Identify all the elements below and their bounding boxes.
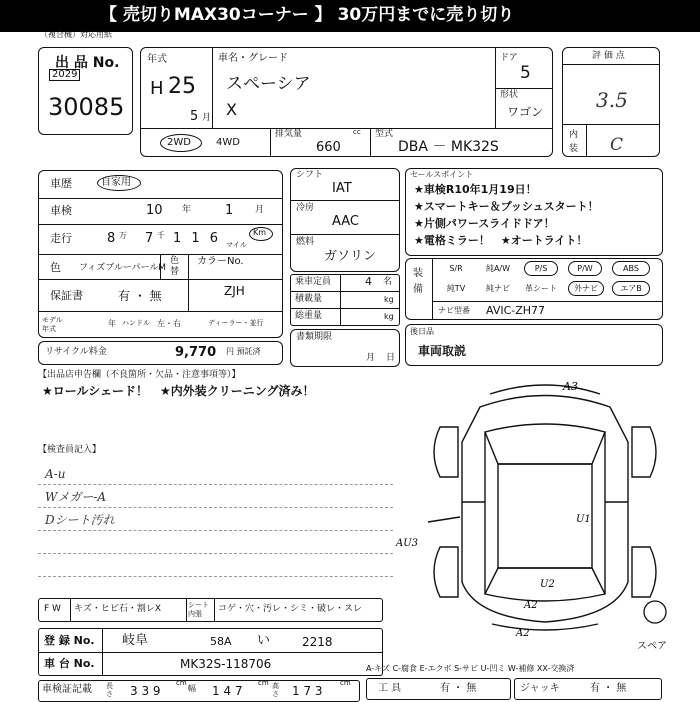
doc-unit2: 日 (386, 353, 396, 363)
reg-number: 2218 (302, 635, 333, 649)
doc-label: 書類期限 (296, 332, 333, 342)
inspection-year: 10 (146, 203, 163, 218)
spare-label: スペア (637, 641, 667, 652)
month-unit: 月 (202, 113, 212, 123)
score-value: 3.5 (596, 88, 628, 112)
inspector-line-2: Wメガー-A (45, 490, 107, 504)
interior-value: C (610, 135, 624, 155)
reg-place: 岐阜 (122, 633, 149, 648)
mark-a3: A3 (563, 380, 578, 393)
lot-number: 30085 (48, 93, 125, 121)
seat-label: シート内張 (188, 601, 209, 618)
handle-label: ハンドル (122, 319, 150, 327)
fuel-label: 燃料 (296, 237, 315, 247)
front-right-wheel (632, 427, 656, 477)
equip-navi: 純ナビ (486, 284, 510, 293)
mileage-man: 8 (107, 231, 116, 246)
inspector-header: 【検査員記入】 (38, 445, 102, 455)
equip-leather: 革シート (525, 284, 557, 293)
equip-airbag: エアB (612, 281, 650, 296)
shift-value: IAT (332, 181, 352, 196)
displacement-value: 660 (316, 140, 341, 155)
reg-label: 登 録 No. (44, 634, 95, 647)
damage-pointer (428, 517, 460, 522)
inspection-label: 車検 (50, 204, 72, 217)
load-label: 積載量 (295, 294, 323, 304)
warranty-value: 有 ・ 無 (118, 289, 162, 303)
year-label: 年式 (147, 54, 167, 65)
recycle-unit: 円 預託済 (226, 347, 261, 356)
displacement-unit: cc (353, 128, 361, 136)
mileage-km: Km (253, 228, 267, 237)
sales-item-4: ★電格ミラー！ ★オートライト！ (414, 234, 588, 247)
reg-class: 58A (210, 635, 232, 648)
ac-label: 冷房 (296, 203, 315, 213)
equip-abs: ABS (612, 261, 650, 276)
mileage-sen: 7 (145, 231, 154, 246)
inspection-month-unit: 月 (255, 205, 265, 215)
navi-value: AVIC-ZH77 (486, 304, 546, 317)
reg-kana: い (257, 633, 271, 648)
height-value: 1 7 3 (292, 684, 323, 698)
year-value: 25 (168, 74, 196, 99)
lot-label: 出 品 No. (55, 55, 120, 71)
chassis-value: MK32S-118706 (180, 657, 272, 671)
model-year-label: モデル年式 (42, 316, 63, 333)
mark-u2: U2 (540, 579, 555, 590)
fw-text: キズ・ヒビ石・割レX (74, 604, 161, 614)
rear-left-wheel (434, 547, 458, 597)
load-unit: kg (384, 295, 394, 304)
width-value: 1 4 7 (212, 684, 243, 698)
sales-item-1: ★車検R10年1月19日！ (414, 183, 537, 196)
equip-ps: P/S (524, 261, 558, 276)
sales-item-2: ★スマートキー＆プッシュスタート！ (414, 200, 599, 213)
model-label: 型式 (375, 129, 394, 139)
mark-a2-bottom: A2 (516, 628, 530, 639)
mileage-man-unit: 万 (119, 231, 127, 240)
width-label: 幅 (188, 684, 196, 693)
drive-2wd: 2WD (167, 137, 191, 148)
small-note: （複合機）対応用紙 (40, 30, 112, 39)
mileage-sen-unit: 千 (157, 231, 165, 240)
car-diagram (396, 372, 690, 640)
seat-text: コゲ・穴・汚レ・シミ・破レ・スレ (218, 604, 363, 614)
rear-right-wheel (632, 547, 656, 597)
displacement-label: 排気量 (275, 129, 303, 139)
fw-label: F W (44, 604, 61, 614)
shape-value: ワゴン (507, 105, 544, 119)
banner-text: 【 売切りMAX30コーナー 】 30万円までに売り切り (100, 5, 515, 25)
jack-label: ジャッキ (520, 683, 560, 694)
navi-label: ナビ型番 (438, 306, 470, 315)
doors-label: ドア (500, 53, 518, 63)
year-era: H (150, 78, 164, 99)
sales-label: セールスポイント (410, 170, 474, 179)
recycle-value: 9,770 (175, 345, 217, 360)
inspection-year-unit: 年 (182, 205, 192, 215)
grade: X (226, 100, 237, 119)
notes-text: ★ロールシェード！ ★内外装クリーニング済み！ (42, 384, 315, 398)
capacity-label: 乗車定員 (295, 277, 332, 287)
front-bumper (490, 385, 600, 394)
history-label: 車歴 (50, 177, 72, 190)
dealer-label: ディーラー・並行 (208, 319, 264, 327)
mileage-rest: 1 1 6 (173, 231, 222, 246)
notes-header: 【出品店申告欄（不良箇所・欠品・注意事項等）】 (38, 370, 241, 380)
capacity-unit: 名 (383, 277, 393, 287)
drive-4wd: 4WD (216, 137, 240, 148)
model-year-unit: 年 (108, 319, 116, 328)
front-left-wheel (434, 427, 458, 477)
color-no-value: ZJH (224, 284, 245, 298)
color-change-label: 色替 (170, 256, 180, 277)
gross-unit: kg (384, 312, 394, 321)
fuel-value: ガソリン (324, 249, 377, 264)
sales-item-3: ★片側パワースライドドア！ (414, 217, 555, 230)
windshield (485, 424, 605, 464)
model-value: DBA － MK32S (398, 139, 499, 155)
legend: A-キズ C-腐食 E-エクボ S-サビ U-凹ミ W-補修 XX-交換済 (366, 664, 575, 673)
tools-label: 工 具 (378, 683, 402, 694)
length-value: 3 3 9 (130, 684, 161, 698)
mark-u1: U1 (576, 514, 591, 525)
equip-pw: P/W (568, 261, 602, 276)
capacity-value: 4 (365, 275, 372, 288)
length-unit: cm (176, 679, 187, 687)
shape-label: 形状 (500, 90, 519, 100)
shift-label: シフト (296, 170, 324, 180)
height-label: 高さ (272, 682, 279, 698)
equip-tv: 純TV (446, 284, 466, 293)
warranty-label: 保証書 (50, 289, 83, 302)
mark-a2-rear: A2 (524, 600, 538, 611)
equip-sr: S/R (449, 264, 463, 273)
doors-value: 5 (520, 63, 531, 83)
lot-subcode: 2029 (49, 69, 80, 81)
interior-label: 内装 (569, 130, 579, 154)
equip-alloy: 純A/W (485, 264, 511, 273)
color-no-label: カラーNo. (197, 256, 244, 267)
tools-value: 有 ・ 無 (440, 683, 477, 694)
inspector-line-1: A-u (45, 467, 66, 481)
length-label: 長さ (106, 682, 113, 698)
spare-tire (644, 601, 666, 623)
after-value: 車両取説 (418, 344, 467, 358)
mark-au3: AU3 (396, 538, 419, 549)
color-value: フィズブルーパールM (79, 263, 167, 273)
equipment-label: 装備 (413, 268, 423, 295)
score-label: 評 価 点 (592, 51, 625, 61)
mileage-label: 走行 (50, 232, 72, 245)
month-value: 5 (190, 109, 199, 124)
color-label: 色 (50, 261, 61, 274)
after-label: 後日品 (410, 327, 434, 336)
cert-label: 車検証記載 (42, 684, 92, 695)
car-name: スペーシア (226, 74, 311, 94)
equip-ext-navi: 外ナビ (568, 281, 604, 296)
inspector-line-3: Dシート汚れ (45, 513, 115, 527)
rear-bumper (492, 624, 598, 630)
chassis-label: 車 台 No. (44, 657, 95, 670)
doc-unit: 月 (366, 353, 376, 363)
recycle-label: リサイクル料金 (45, 347, 107, 357)
handle-value: 左・右 (157, 319, 181, 328)
name-grade-label: 車名・グレード (218, 53, 288, 64)
width-unit: cm (258, 679, 269, 687)
mileage-mile: マイル (226, 241, 247, 249)
jack-value: 有 ・ 無 (590, 683, 627, 694)
gross-label: 総重量 (295, 311, 323, 321)
inspection-month: 1 (225, 203, 234, 218)
ac-value: AAC (332, 214, 359, 229)
height-unit: cm (340, 679, 351, 687)
history-value: 自家用 (101, 177, 131, 188)
